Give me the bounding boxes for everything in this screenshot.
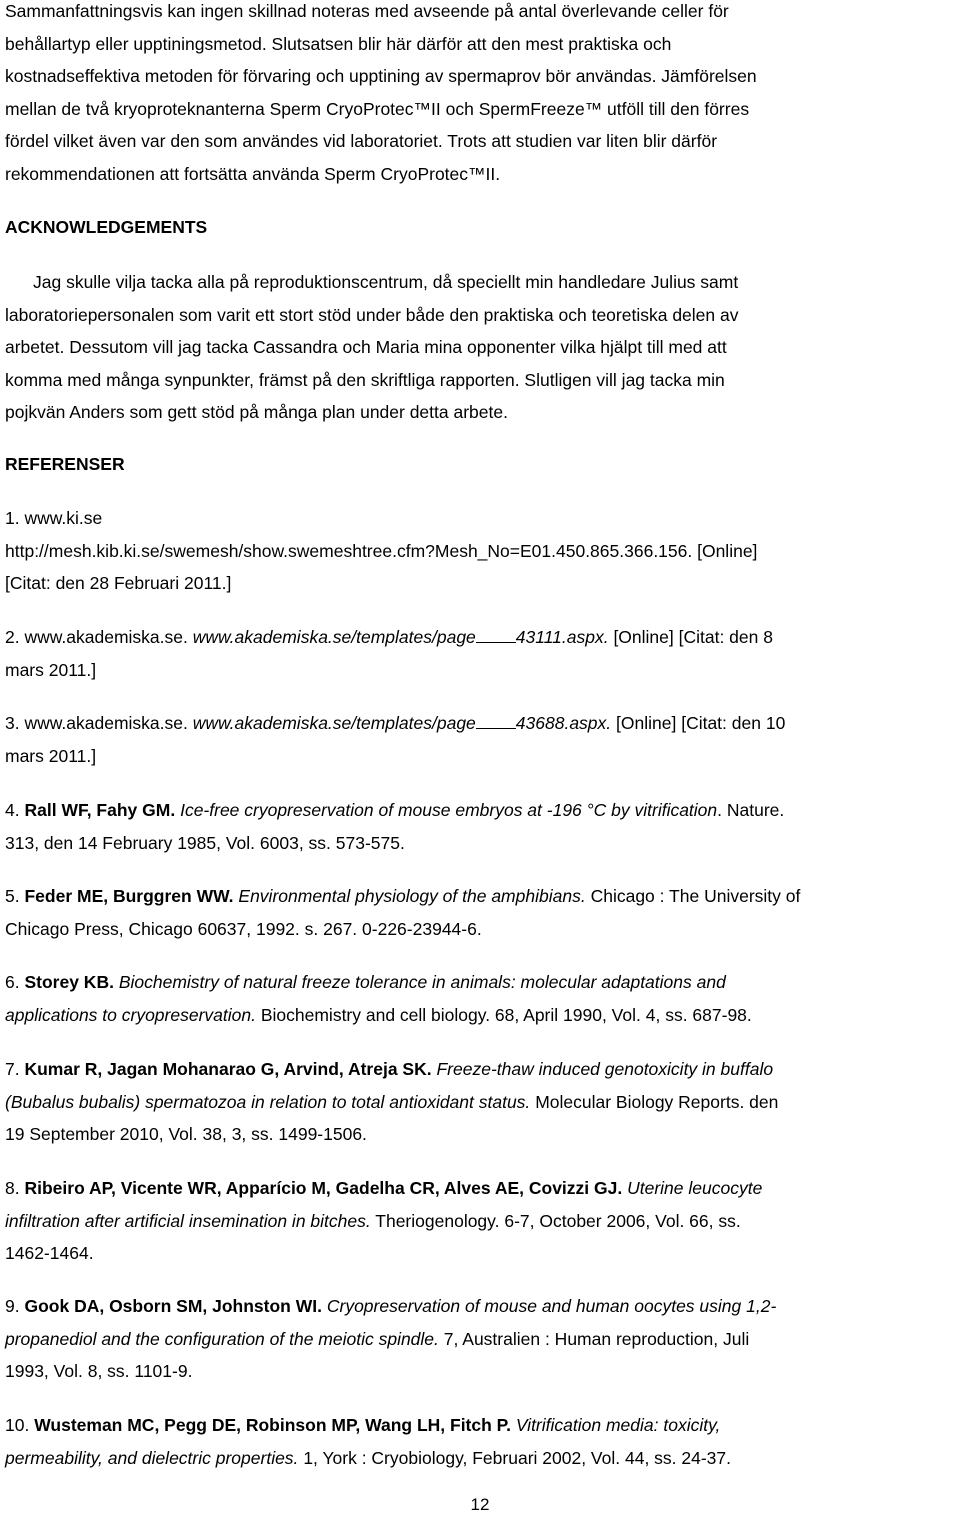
reference-4-authors: Rall WF, Fahy GM. — [24, 800, 176, 820]
underline-gap — [476, 628, 516, 643]
reference-8-line2: infiltration after artificial insemination in bitches. Theriogenology. 6-7, October 2006, Vol. 66, ss. — [5, 1210, 741, 1231]
reference-9-authors: Gook DA, Osborn SM, Johnston WI. — [24, 1296, 322, 1316]
reference-1-line2: http://mesh.kib.ki.se/swemesh/show.swemeshtree.cfm?Mesh_No=E01.450.865.366.156. [Online] — [5, 540, 758, 561]
reference-5-line1: 5. Feder ME, Burggren WW. Environmental physiology of the amphibians. Chicago : The University of — [5, 886, 801, 906]
reference-8-title: Uterine leucocyte — [627, 1178, 763, 1198]
reference-5-authors: Feder ME, Burggren WW. — [24, 886, 234, 906]
reference-2-line2: mars 2011.] — [5, 659, 97, 680]
reference-9-title: Cryopreservation of mouse and human oocytes using 1,2- — [326, 1296, 777, 1316]
reference-10 — [5, 1409, 950, 1474]
reference-8-authors: Ribeiro AP, Vicente WR, Apparício M, Gadelha CR, Alves AE, Covizzi GJ. — [24, 1178, 623, 1198]
reference-10-line2: permeability, and dielectric properties. 1, York : Cryobiology, Februari 2002, Vol. 44, ss. 24-37. — [5, 1447, 732, 1468]
ack-line: komma med många synpunkter, främst på den skriftliga rapporten. Slutligen vill jag tacka min — [5, 369, 725, 390]
reference-3-line2: mars 2011.] — [5, 745, 97, 766]
reference-2 — [5, 621, 950, 686]
acknowledgements-heading: ACKNOWLEDGEMENTS — [5, 217, 208, 237]
reference-2-rest: [Online] [Citat: den 8 — [613, 627, 773, 647]
reference-9-line3: 1993, Vol. 8, ss. 1101-9. — [5, 1361, 193, 1381]
reference-2-url[interactable]: www.akademiska.se/templates/page 43111.aspx. — [192, 627, 609, 647]
summary-line: mellan de två kryoproteknanterna Sperm CryoProtec™II och SpermFreeze™ utföll till den förres — [5, 98, 750, 119]
summary-line: kostnadseffektiva metoden för förvaring och upptining av spermaprov bör användas. Jämförelsen — [5, 66, 757, 86]
reference-2-line1 — [5, 621, 950, 654]
reference-9 — [5, 1290, 950, 1388]
reference-3-line1 — [5, 707, 950, 740]
reference-7-line2: (Bubalus bubalis) spermatozoa in relation to total antioxidant status. Molecular Biology Reports. den — [5, 1091, 779, 1112]
reference-10-title: Vitrification media: toxicity, — [515, 1415, 721, 1435]
reference-7-title: Freeze-thaw induced genotoxicity in buffalo — [436, 1059, 774, 1079]
ack-line: pojkvän Anders som gett stöd på många plan under detta arbete. — [5, 402, 508, 422]
reference-4-line1: 4. Rall WF, Fahy GM. Ice-free cryopreservation of mouse embryos at -196 °C by vitrification. Nature. — [5, 800, 785, 820]
page-number: 12 — [470, 1495, 490, 1514]
reference-8-line1: 8. Ribeiro AP, Vicente WR, Apparício M, Gadelha CR, Alves AE, Covizzi GJ. Uterine leucocyte — [5, 1178, 763, 1198]
summary-paragraph — [5, 0, 950, 190]
reference-3-url[interactable]: www.akademiska.se/templates/page 43688.aspx. — [192, 713, 612, 733]
reference-1-line1: 1. www.ki.se — [5, 508, 103, 528]
reference-7 — [5, 1053, 950, 1151]
acknowledgements-paragraph — [5, 266, 950, 429]
reference-1-line3: [Citat: den 28 Februari 2011.] — [5, 573, 232, 593]
reference-3-rest: [Online] [Citat: den 10 — [616, 713, 786, 733]
underline-gap — [476, 714, 516, 729]
summary-line: Sammanfattningsvis kan ingen skillnad noteras med avseende på antal överlevande celler för — [5, 1, 729, 21]
reference-5-title: Environmental physiology of the amphibians. — [238, 886, 586, 906]
reference-6-line2: applications to cryopreservation. Biochemistry and cell biology. 68, April 1990, Vol. 4, ss. 687-98. — [5, 1004, 752, 1025]
ack-line: arbetet. Dessutom vill jag tacka Cassandra och Maria mina opponenter vilka hjälpt till med att — [5, 337, 727, 357]
reference-5-line2: Chicago Press, Chicago 60637, 1992. s. 267. 0-226-23944-6. — [5, 918, 482, 939]
reference-7-line1: 7. Kumar R, Jagan Mohanarao G, Arvind, Atreja SK. Freeze-thaw induced genotoxicity in buffalo — [5, 1059, 774, 1079]
reference-5 — [5, 880, 950, 945]
references-heading: REFERENSER — [5, 454, 125, 474]
summary-line: fördel vilket även var den som användes vid laboratoriet. Trots att studien var liten blir därför — [5, 131, 718, 151]
reference-6-authors: Storey KB. — [24, 972, 114, 992]
reference-8 — [5, 1172, 950, 1270]
reference-7-line3: 19 September 2010, Vol. 38, 3, ss. 1499-1506. — [5, 1124, 367, 1144]
reference-9-line2: propanediol and the configuration of the meiotic spindle. 7, Australien : Human reproduction, Juli — [5, 1328, 750, 1349]
reference-4 — [5, 794, 950, 859]
reference-6-line1: 6. Storey KB. Biochemistry of natural freeze tolerance in animals: molecular adaptations and — [5, 972, 726, 992]
summary-line: rekommendationen att fortsätta använda Sperm CryoProtec™II. — [5, 163, 501, 184]
reference-2-num: 2. www.akademiska.se. — [5, 627, 188, 647]
ack-line: laboratoriepersonalen som varit ett stort stöd under både den praktiska och teoretiska delen av — [5, 304, 739, 325]
reference-4-line2: 313, den 14 February 1985, Vol. 6003, ss. 573-575. — [5, 832, 405, 853]
reference-3-num: 3. www.akademiska.se. — [5, 713, 188, 733]
reference-10-authors: Wusteman MC, Pegg DE, Robinson MP, Wang LH, Fitch P. — [34, 1415, 511, 1435]
reference-1 — [5, 502, 950, 600]
reference-10-line1: 10. Wusteman MC, Pegg DE, Robinson MP, Wang LH, Fitch P. Vitrification media: toxicity, — [5, 1415, 721, 1435]
reference-6-title: Biochemistry of natural freeze tolerance in animals: molecular adaptations and — [118, 972, 726, 992]
reference-3 — [5, 707, 950, 772]
reference-9-line1: 9. Gook DA, Osborn SM, Johnston WI. Cryopreservation of mouse and human oocytes using 1,2- — [5, 1296, 777, 1316]
reference-6 — [5, 966, 950, 1031]
summary-line: behållartyp eller upptiningsmetod. Slutsatsen blir här därför att den mest praktiska och — [5, 33, 672, 54]
ack-line-text: Jag skulle vilja tacka alla på reproduktionscentrum, då speciellt min handledare Julius samt — [33, 272, 739, 292]
reference-4-title: Ice-free cryopreservation of mouse embryos at -196 °C by vitrification — [180, 800, 718, 820]
reference-7-authors: Kumar R, Jagan Mohanarao G, Arvind, Atreja SK. — [24, 1059, 432, 1079]
reference-8-line3: 1462-1464. — [5, 1243, 94, 1263]
ack-line — [5, 266, 950, 299]
